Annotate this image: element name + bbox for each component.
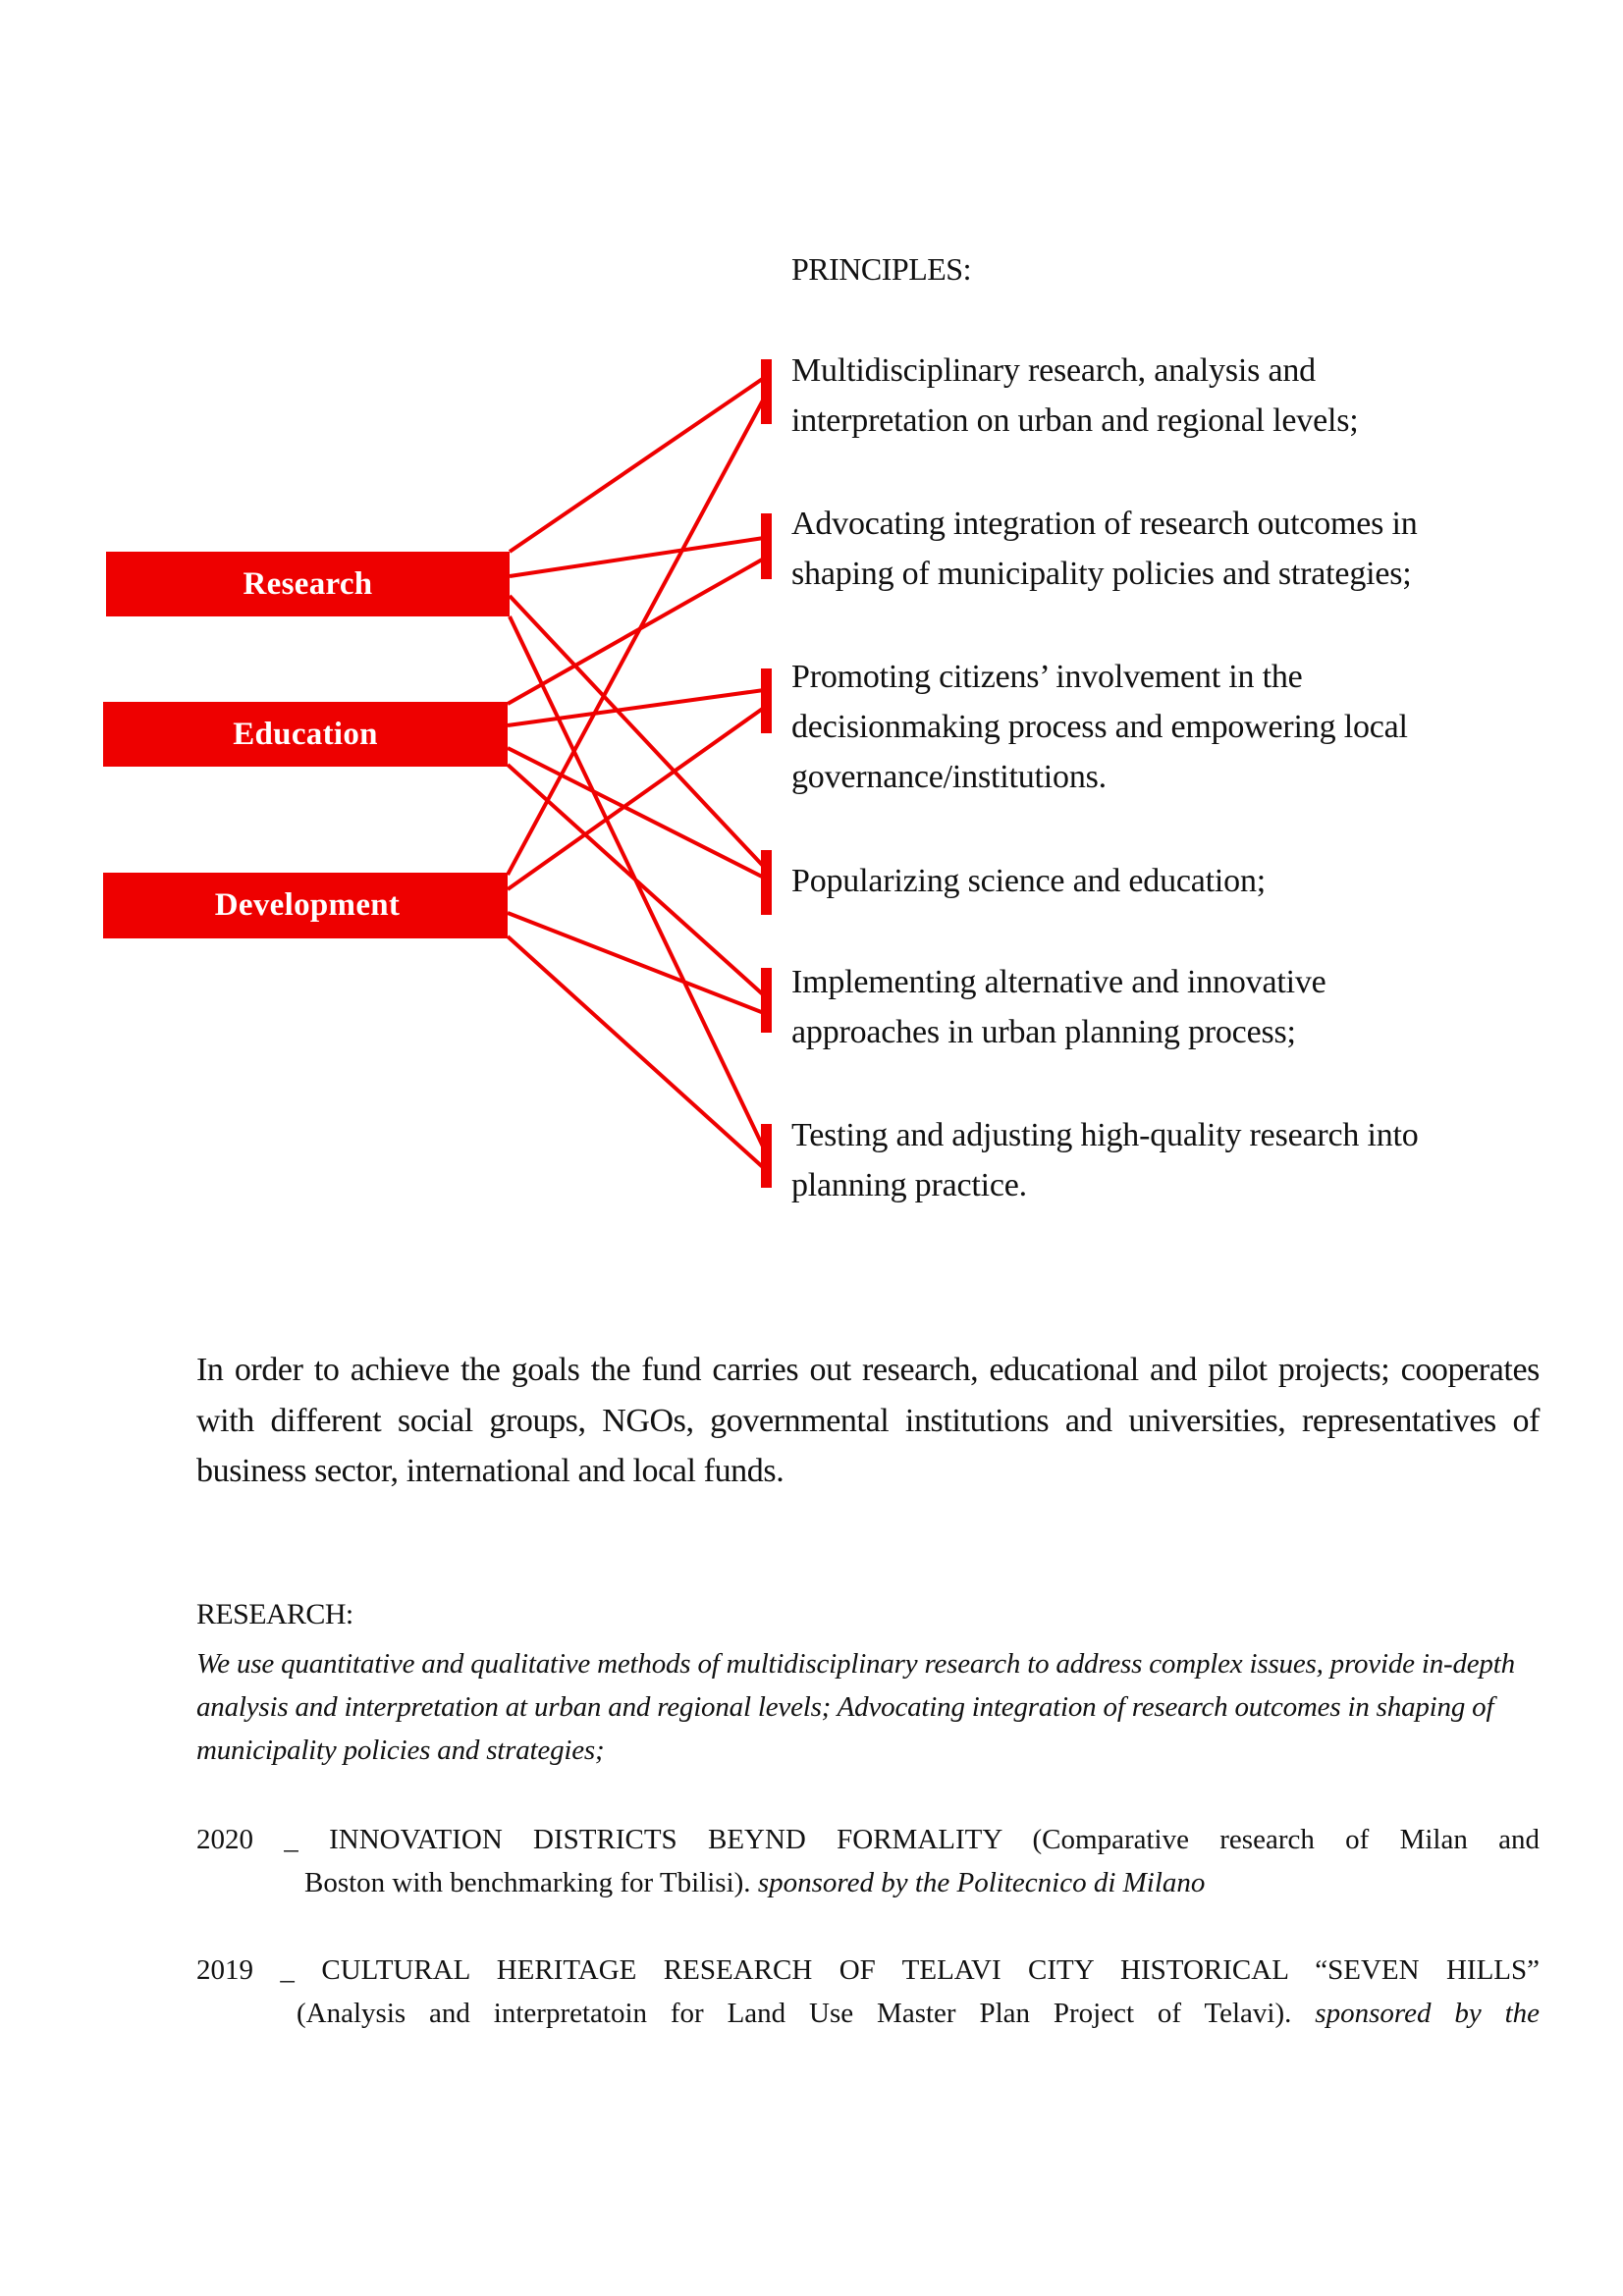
principle-line: governance/institutions. <box>791 759 1107 795</box>
principle-line: Promoting citizens’ involvement in the <box>791 659 1303 695</box>
pillar-label: Development <box>214 887 401 923</box>
connector-research-to-principle-2 <box>510 538 764 576</box>
project-year: 2020 _ <box>196 1824 298 1855</box>
pillar-label: Education <box>233 716 378 752</box>
project-title-line <box>196 1818 1540 1861</box>
principle-5 <box>791 957 1538 1057</box>
project-continuation: (Analysis and interpretatoin for Land Use Master Plan Project of Telavi). <box>297 1998 1292 2029</box>
project-2020 <box>196 1818 1540 1904</box>
principle-1 <box>791 346 1538 446</box>
project-title: CULTURAL HERITAGE RESEARCH OF TELAVI CITY HISTORICAL “SEVEN HILLS” <box>321 1954 1541 1986</box>
pillar-development <box>103 873 508 938</box>
intro-paragraph: In order to achieve the goals the fund carries out research, educational and pilot projects; cooperates with different social groups, NGOs, governmental institutions and universities, representatives of business sector, international and local funds. <box>196 1352 1540 1489</box>
principle-line: approaches in urban planning process; <box>791 1014 1296 1050</box>
connector-education-to-principle-4 <box>508 748 764 878</box>
principle-line: decisionmaking process and empowering local <box>791 709 1408 745</box>
research-heading: RESEARCH: <box>196 1598 353 1630</box>
project-continuation: Boston with benchmarking for Tbilisi). <box>304 1867 751 1898</box>
project-year: 2019 _ <box>196 1954 295 1986</box>
connector-development-to-principle-6 <box>508 936 764 1168</box>
principle-bars <box>761 359 772 1188</box>
principle-line: Advocating integration of research outcomes in <box>791 506 1418 542</box>
project-detail-line <box>196 1992 1540 2035</box>
principle-line: shaping of municipality policies and strategies; <box>791 556 1412 592</box>
connector-education-to-principle-2 <box>508 559 764 704</box>
principle-bar-5 <box>761 968 772 1033</box>
project-detail-line <box>196 1861 1540 1904</box>
principle-4 <box>791 856 1538 906</box>
principle-line: Multidisciplinary research, analysis and <box>791 352 1316 389</box>
research-description: We use quantitative and qualitative methods of multidisciplinary research to address complex issues, provide in-depth analysis and interpretation at urban and regional levels; Advocating integration of research outcomes in shaping of municipality policies and strategies; <box>196 1648 1515 1766</box>
principles-heading: PRINCIPLES: <box>791 251 971 287</box>
project-title-line <box>196 1949 1540 1992</box>
principle-bar-4 <box>761 850 772 915</box>
principle-bar-2 <box>761 513 772 579</box>
principle-line: Popularizing science and education; <box>791 863 1266 899</box>
principle-bar-3 <box>761 668 772 733</box>
principle-bar-1 <box>761 359 772 424</box>
pillar-research <box>106 552 510 616</box>
principle-2 <box>791 499 1538 599</box>
principle-line: planning practice. <box>791 1167 1027 1203</box>
pillar-education <box>103 702 508 767</box>
project-sponsor: sponsored by the Politecnico di Milano <box>757 1867 1206 1898</box>
principle-bar-6 <box>761 1124 772 1188</box>
project-2019 <box>196 1949 1540 2035</box>
pillar-label: Research <box>243 565 373 602</box>
principle-line: interpretation on urban and regional levels; <box>791 402 1359 439</box>
principle-line: Testing and adjusting high-quality research into <box>791 1117 1419 1153</box>
principle-3 <box>791 652 1538 802</box>
connector-lines <box>508 378 764 1168</box>
project-sponsor: sponsored by the <box>1315 1998 1541 2029</box>
connector-research-to-principle-1 <box>510 378 764 552</box>
principle-line: Implementing alternative and innovative <box>791 964 1326 1000</box>
project-title: INNOVATION DISTRICTS BEYND FORMALITY (Comparative research of Milan and <box>329 1824 1541 1855</box>
principle-6 <box>791 1110 1538 1210</box>
